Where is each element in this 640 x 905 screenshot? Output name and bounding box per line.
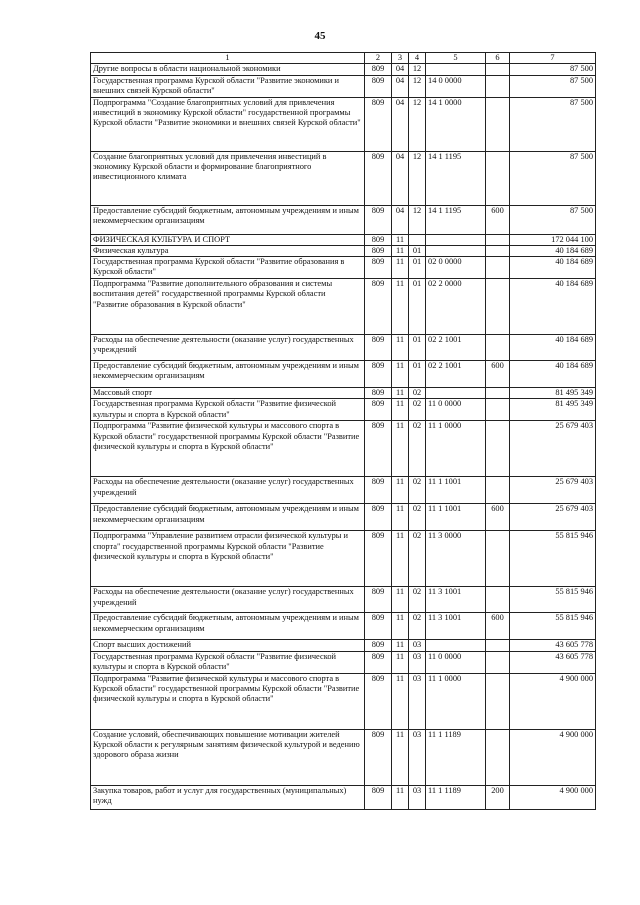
row-name-cell: Предоставление субсидий бюджетным, автономным учреждениям и иным некоммерческим организациям [91,613,365,640]
row-code-csr-cell: 11 1 0000 [426,421,486,477]
row-amount-cell: 40 184 689 [510,361,596,388]
row-code-vr-cell [486,64,510,75]
row-code-gr-cell: 809 [365,640,392,651]
table-row [91,613,596,640]
row-code-csr-cell: 14 1 1195 [426,151,486,205]
row-code-vr-cell [486,388,510,399]
table-row [91,399,596,421]
row-code-vr-cell: 600 [486,504,510,531]
row-code-gr-cell: 809 [365,673,392,729]
row-code-pr-cell: 03 [409,640,426,651]
row-code-pr-cell: 01 [409,361,426,388]
budget-table [90,52,596,810]
row-code-csr-cell: 02 2 0000 [426,279,486,335]
row-code-gr-cell: 809 [365,151,392,205]
row-code-csr-cell: 11 0 0000 [426,651,486,673]
row-amount-cell: 87 500 [510,75,596,97]
column-header: 4 [409,53,426,64]
table-row [91,151,596,205]
row-code-rz-cell: 11 [392,335,409,361]
page-number: 45 [314,30,326,42]
row-amount-cell: 4 900 000 [510,673,596,729]
row-code-csr-cell [426,64,486,75]
row-code-rz-cell: 11 [392,257,409,279]
row-code-rz-cell: 11 [392,673,409,729]
row-code-rz-cell: 04 [392,64,409,75]
table-row [91,361,596,388]
row-code-vr-cell [486,531,510,587]
row-code-rz-cell: 04 [392,151,409,205]
row-code-vr-cell: 600 [486,205,510,234]
row-code-csr-cell [426,640,486,651]
row-code-gr-cell: 809 [365,421,392,477]
column-header: 3 [392,53,409,64]
row-code-rz-cell: 04 [392,75,409,97]
row-code-vr-cell [486,640,510,651]
row-code-pr-cell: 12 [409,64,426,75]
row-amount-cell: 43 605 778 [510,651,596,673]
row-code-vr-cell: 200 [486,785,510,809]
row-code-rz-cell: 11 [392,613,409,640]
row-code-csr-cell: 02 2 1001 [426,361,486,388]
row-code-csr-cell: 11 3 0000 [426,531,486,587]
row-name-cell: Государственная программа Курской области "Развитие образования в Курской области" [91,257,365,279]
row-name-cell: Массовый спорт [91,388,365,399]
table-body [91,64,596,809]
row-amount-cell: 87 500 [510,151,596,205]
row-name-cell: Государственная программа Курской области "Развитие физической культуры и спорта в Курской области" [91,399,365,421]
column-header: 6 [486,53,510,64]
row-code-gr-cell: 809 [365,785,392,809]
row-amount-cell: 25 679 403 [510,421,596,477]
table-row [91,421,596,477]
row-name-cell: Предоставление субсидий бюджетным, автономным учреждениям и иным некоммерческим организациям [91,504,365,531]
table-row [91,234,596,245]
row-code-rz-cell: 11 [392,651,409,673]
row-code-rz-cell: 11 [392,361,409,388]
row-amount-cell: 87 500 [510,205,596,234]
row-code-gr-cell: 809 [365,64,392,75]
row-amount-cell: 25 679 403 [510,477,596,504]
row-code-csr-cell: 02 0 0000 [426,257,486,279]
row-code-csr-cell: 11 3 1001 [426,613,486,640]
row-code-rz-cell: 11 [392,785,409,809]
table-row [91,97,596,151]
table-row [91,651,596,673]
row-code-gr-cell: 809 [365,504,392,531]
row-name-cell: Подпрограмма "Развитие дополнительного образования и системы воспитания детей" государственной программы Курской области "Развитие образования в Курской области" [91,279,365,335]
row-code-vr-cell [486,651,510,673]
row-name-cell: Закупка товаров, работ и услуг для государственных (муниципальных) нужд [91,785,365,809]
table-row [91,729,596,785]
column-header: 1 [91,53,365,64]
row-code-rz-cell: 11 [392,279,409,335]
row-amount-cell: 87 500 [510,64,596,75]
row-code-gr-cell: 809 [365,729,392,785]
row-code-gr-cell: 809 [365,97,392,151]
row-code-pr-cell: 12 [409,97,426,151]
row-name-cell: Расходы на обеспечение деятельности (оказание услуг) государственных учреждений [91,477,365,504]
row-amount-cell: 81 495 349 [510,399,596,421]
row-code-vr-cell [486,421,510,477]
row-code-pr-cell: 02 [409,399,426,421]
row-code-gr-cell: 809 [365,531,392,587]
row-code-vr-cell [486,151,510,205]
row-amount-cell: 55 815 946 [510,587,596,613]
row-amount-cell: 40 184 689 [510,279,596,335]
row-name-cell: Расходы на обеспечение деятельности (оказание услуг) государственных учреждений [91,335,365,361]
row-amount-cell: 40 184 689 [510,245,596,256]
row-code-gr-cell: 809 [365,234,392,245]
row-code-rz-cell: 11 [392,477,409,504]
row-code-pr-cell: 03 [409,651,426,673]
row-name-cell: Расходы на обеспечение деятельности (оказание услуг) государственных учреждений [91,587,365,613]
row-code-csr-cell: 14 1 1195 [426,205,486,234]
row-code-gr-cell: 809 [365,279,392,335]
row-name-cell: Создание условий, обеспечивающих повышение мотивации жителей Курской области к регулярным занятиям физической культурой и ведению здорового образа жизни [91,729,365,785]
row-code-vr-cell [486,399,510,421]
row-name-cell: Физическая культура [91,245,365,256]
table-row [91,587,596,613]
row-amount-cell: 25 679 403 [510,504,596,531]
row-amount-cell: 55 815 946 [510,613,596,640]
column-header: 5 [426,53,486,64]
row-amount-cell: 172 044 100 [510,234,596,245]
row-code-pr-cell: 02 [409,531,426,587]
row-amount-cell: 4 900 000 [510,785,596,809]
row-code-pr-cell: 01 [409,279,426,335]
row-code-pr-cell: 02 [409,388,426,399]
row-code-rz-cell: 04 [392,205,409,234]
row-code-gr-cell: 809 [365,335,392,361]
row-code-vr-cell: 600 [486,361,510,388]
row-code-csr-cell: 14 0 0000 [426,75,486,97]
row-amount-cell: 81 495 349 [510,388,596,399]
row-amount-cell: 40 184 689 [510,257,596,279]
row-code-gr-cell: 809 [365,361,392,388]
row-name-cell: Подпрограмма "Развитие физической культуры и массового спорта в Курской области" государственной программы Курской области "Развитие физической культуры и спорта в Курской области" [91,673,365,729]
row-code-csr-cell: 11 1 1001 [426,477,486,504]
row-code-rz-cell: 11 [392,504,409,531]
row-code-vr-cell [486,279,510,335]
row-code-rz-cell: 11 [392,234,409,245]
row-code-csr-cell [426,234,486,245]
table-row [91,335,596,361]
table-row [91,504,596,531]
row-code-csr-cell: 14 1 0000 [426,97,486,151]
row-name-cell: Государственная программа Курской области "Развитие физической культуры и спорта в Курской области" [91,651,365,673]
row-name-cell: Предоставление субсидий бюджетным, автономным учреждениям и иным некоммерческим организациям [91,361,365,388]
row-code-gr-cell: 809 [365,399,392,421]
row-code-vr-cell [486,234,510,245]
row-code-rz-cell: 11 [392,640,409,651]
row-code-csr-cell: 11 1 0000 [426,673,486,729]
row-code-vr-cell [486,97,510,151]
row-name-cell: Государственная программа Курской области "Развитие экономики и внешних связей Курской области" [91,75,365,97]
row-code-csr-cell: 11 1 1189 [426,785,486,809]
table-row [91,388,596,399]
table-row [91,785,596,809]
row-code-csr-cell [426,388,486,399]
row-name-cell: Спорт высших достижений [91,640,365,651]
row-code-rz-cell: 04 [392,97,409,151]
table-row [91,640,596,651]
row-code-pr-cell: 01 [409,245,426,256]
row-code-gr-cell: 809 [365,651,392,673]
row-code-pr-cell: 01 [409,257,426,279]
table-row [91,245,596,256]
row-code-gr-cell: 809 [365,388,392,399]
row-code-pr-cell: 12 [409,205,426,234]
row-code-vr-cell [486,257,510,279]
table-row [91,531,596,587]
row-code-rz-cell: 11 [392,587,409,613]
table-row [91,477,596,504]
row-code-pr-cell: 02 [409,587,426,613]
row-code-pr-cell: 02 [409,504,426,531]
row-name-cell: Подпрограмма "Создание благоприятных условий для привлечения инвестиций в экономику Курской области" государственной программы Курской области "Развитие экономики и внешних связей Курской области" [91,97,365,151]
row-code-gr-cell: 809 [365,245,392,256]
row-code-pr-cell: 12 [409,75,426,97]
row-name-cell: Подпрограмма "Управление развитием отрасли физической культуры и спорта" государственной программы Курской области "Развитие физической культуры и спорта в Курской области" [91,531,365,587]
row-code-rz-cell: 11 [392,531,409,587]
row-code-rz-cell: 11 [392,421,409,477]
row-code-csr-cell: 11 1 1189 [426,729,486,785]
row-amount-cell: 4 900 000 [510,729,596,785]
row-code-csr-cell: 11 0 0000 [426,399,486,421]
row-code-gr-cell: 809 [365,613,392,640]
row-code-pr-cell: 02 [409,613,426,640]
table-row [91,64,596,75]
row-code-pr-cell: 12 [409,151,426,205]
row-code-gr-cell: 809 [365,587,392,613]
row-amount-cell: 55 815 946 [510,531,596,587]
table-row [91,75,596,97]
row-code-pr-cell: 01 [409,335,426,361]
table-row [91,279,596,335]
table-header-row [91,53,596,64]
row-code-vr-cell [486,587,510,613]
row-name-cell: Предоставление субсидий бюджетным, автономным учреждениям и иным некоммерческим организациям [91,205,365,234]
row-name-cell: ФИЗИЧЕСКАЯ КУЛЬТУРА И СПОРТ [91,234,365,245]
row-code-vr-cell [486,477,510,504]
row-code-pr-cell: 03 [409,785,426,809]
row-code-gr-cell: 809 [365,257,392,279]
row-code-vr-cell: 600 [486,613,510,640]
row-code-pr-cell: 02 [409,477,426,504]
row-name-cell: Другие вопросы в области национальной экономики [91,64,365,75]
row-name-cell: Подпрограмма "Развитие физической культуры и массового спорта в Курской области" государственной программы Курской области "Развитие физической культуры и спорта в Курской области" [91,421,365,477]
row-code-gr-cell: 809 [365,75,392,97]
row-name-cell: Создание благоприятных условий для привлечения инвестиций в экономику Курской области и формирование благоприятного инвестиционного климата [91,151,365,205]
row-code-pr-cell: 03 [409,673,426,729]
row-code-vr-cell [486,673,510,729]
table-row [91,257,596,279]
row-code-gr-cell: 809 [365,477,392,504]
row-code-vr-cell [486,729,510,785]
row-code-vr-cell [486,335,510,361]
row-code-rz-cell: 11 [392,245,409,256]
row-amount-cell: 87 500 [510,97,596,151]
row-code-pr-cell [409,234,426,245]
row-code-csr-cell: 02 2 1001 [426,335,486,361]
row-code-csr-cell: 11 1 1001 [426,504,486,531]
row-code-pr-cell: 02 [409,421,426,477]
row-code-pr-cell: 03 [409,729,426,785]
row-amount-cell: 40 184 689 [510,335,596,361]
column-header: 2 [365,53,392,64]
table-row [91,205,596,234]
table-row [91,673,596,729]
row-amount-cell: 43 605 778 [510,640,596,651]
row-code-csr-cell [426,245,486,256]
row-code-gr-cell: 809 [365,205,392,234]
row-code-rz-cell: 11 [392,399,409,421]
row-code-rz-cell: 11 [392,388,409,399]
row-code-vr-cell [486,245,510,256]
column-header: 7 [510,53,596,64]
row-code-csr-cell: 11 3 1001 [426,587,486,613]
row-code-rz-cell: 11 [392,729,409,785]
row-code-vr-cell [486,75,510,97]
